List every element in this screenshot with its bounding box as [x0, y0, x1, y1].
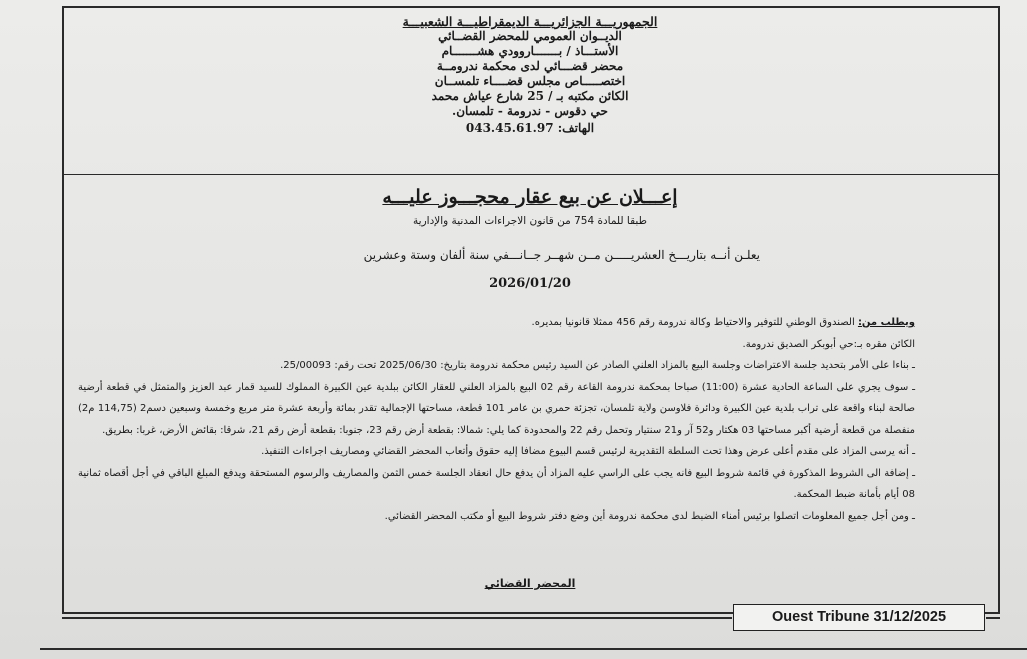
header-line: حي دقوس - ندرومة - تلمسان. — [452, 104, 608, 118]
notice-title: إعـــلان عن بيع عقار محجـــوز عليـــه — [382, 186, 678, 208]
source-label: Ouest Tribune 31/12/2025 — [733, 604, 985, 631]
footer-rule — [62, 617, 732, 619]
announcement-line: يعلـن أنــه بتاريـــخ العشريـــــن مــن شهــر جــانـــفي سنة ألفان وستة وعشرين — [363, 248, 760, 262]
header-line: الكائن مكتبه بـ / 25 شارع عياش محمد — [431, 89, 629, 103]
header-line: اختصـــــاص مجلس قضــــاء تلمســان — [434, 74, 626, 88]
body-paragraph: ـ أنه يرسى المزاد على مقدم أعلى عرض وهذا تحت السلطة التقديرية لرئيس قسم البيوع مضافا إليه حقوق وأتعاب المحضر القضائي ومصاريف اجراءات التنفيذ. — [261, 446, 915, 457]
header-line: الديــوان العمومي للمحضر القضــائي — [438, 29, 622, 43]
body-paragraph: ـ بناءا على الأمر بتحديد جلسة الاعتراضات وجلسة البيع بالمزاد العلني الصادر عن السيد رئيس محكمة ندرومة بتاريخ: 2025/06/30 تحت رقم: 25/00093. — [280, 360, 915, 371]
header-line: الأستـــاذ / بـــــــاروودي هشـــــــام — [441, 44, 619, 58]
notice-subtitle: طبقا للمادة 754 من قانون الاجراءات المدنية والإدارية — [413, 215, 647, 227]
body-paragraph: ـ ومن أجل جميع المعلومات اتصلوا برئيس أمناء الضبط لدى محكمة ندرومة أين وضع دفتر شروط البيع أو مكتب المحضر القضائي. — [384, 510, 915, 522]
phone-label: الهاتف: — [557, 121, 595, 135]
phone-number: 043.45.61.97 — [465, 121, 554, 135]
signature: المحضر القضائي — [484, 577, 576, 590]
header-phone — [360, 121, 700, 136]
requester-address: الكائن مقره بـ:حي أبوبكر الصديق ندرومة. — [742, 338, 915, 350]
header-line: الجمهوريـــة الجزائريـــة الديمقراطيـــة الشعبيـــة — [402, 14, 658, 29]
bailiff-header — [360, 14, 700, 136]
requested-by — [78, 312, 915, 334]
requested-by-text: الصندوق الوطني للتوفير والاحتياط وكالة ندرومة رقم 456 ممثلا قانونيا بمديره. — [531, 317, 855, 328]
requested-by-label: ويطلب من: — [857, 317, 915, 328]
footer-rule — [986, 617, 1000, 619]
header-line: محضر قضـــائي لدى محكمة ندرومــة — [436, 59, 624, 73]
body-paragraph: ـ إضافة الى الشروط المذكورة في قائمة شروط البيع فانه يجب على الراسي عليه المزاد أن يدفع حال انعقاد الجلسة خمس الثمن والمصاريف والرسوم المستحقة ويدفع المبلغ الباقي في أجل أقصاه ثمانية 08 أيام بأمانة ضبط المحكمة. — [78, 467, 915, 500]
notice-body — [78, 312, 915, 527]
body-paragraph: ـ سوف يجري على الساعة الحادية عشرة (11:00) صباحا بمحكمة ندرومة القاعة رقم 02 البيع بالمزاد العلني للعقار الكائن ببلدية عين الكبيرة المملوك للسيد قمار عبد العزيز والمتمثل في قطعة أرضية صالحة لبناء واقعة على تراب بلدية عين الكبيرة ودائرة فلاوسن ولاية تلمسان، تجزئة حمري بن عامر 101 قطعة، مساحتها الإجمالية تقدر بمائة وأربعة عشرة متر مربع وخمسة وسبعين دسم2 (114,75 م2) منفصلة من قطعة أرضية أكبر مساحتها 03 هكتار و52 آر و21 سنتيار وتحمل رقم 22 والمحدودة كما يلي: شمالا: بقطعة أرض رقم 23، جنوبا: بقطعة أرض رقم 21، شرقا: بقائض الأرض، غربا: بطريق. — [78, 381, 916, 436]
header-divider — [62, 174, 1000, 175]
sale-date: 2026/01/20 — [489, 276, 571, 291]
page-rule — [40, 648, 1027, 650]
